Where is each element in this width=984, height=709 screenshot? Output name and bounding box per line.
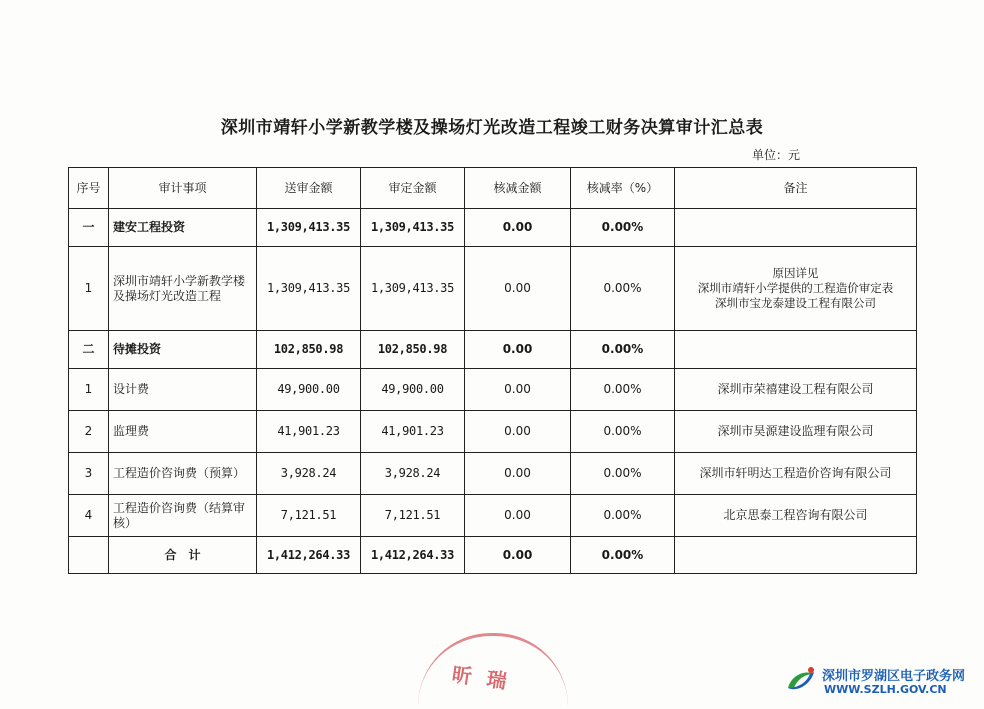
total-no [69,537,109,574]
row-item: 工程造价咨询费（结算审核） [109,495,257,537]
row-approved: 102,850.98 [361,331,465,369]
row-no: 一 [69,209,109,247]
stamp-text: 昕 瑞 [450,661,513,694]
row-reduced: 0.00 [465,453,571,495]
header-cell-rate: 核减率（%） [571,168,675,209]
total-approved: 1,412,264.33 [361,537,465,574]
row-reduced: 0.00 [465,369,571,411]
audit-summary-table [68,167,917,574]
table-row [69,369,917,411]
row-no: 1 [69,369,109,411]
row-note [675,209,917,247]
row-submitted: 1,309,413.35 [257,247,361,331]
watermark-site-name: 深圳市罗湖区电子政务网 [822,669,966,684]
row-note: 深圳市荣禧建设工程有限公司 [675,369,917,411]
row-rate: 0.00% [571,495,675,537]
row-reduced: 0.00 [465,331,571,369]
row-rate: 0.00% [571,331,675,369]
total-reduced: 0.00 [465,537,571,574]
row-submitted: 7,121.51 [257,495,361,537]
unit-label: 单位：元 [752,148,801,162]
row-submitted: 1,309,413.35 [257,209,361,247]
row-item: 深圳市靖轩小学新教学楼及操场灯光改造工程 [109,247,257,331]
row-approved: 7,121.51 [361,495,465,537]
row-item: 建安工程投资 [109,209,257,247]
row-rate: 0.00% [571,411,675,453]
table-row [69,453,917,495]
row-rate: 0.00% [571,453,675,495]
header-cell-item: 审计事项 [109,168,257,209]
row-reduced: 0.00 [465,411,571,453]
row-reduced: 0.00 [465,209,571,247]
watermark-site-url: WWW.SZLH.GOV.CN [824,683,947,696]
table-row [69,209,917,247]
row-rate: 0.00% [571,209,675,247]
row-note [675,331,917,369]
row-reduced: 0.00 [465,495,571,537]
row-approved: 1,309,413.35 [361,209,465,247]
total-rate: 0.00% [571,537,675,574]
total-note [675,537,917,574]
row-note: 原因详见 深圳市靖轩小学提供的工程造价审定表 深圳市宝龙泰建设工程有限公司 [675,247,917,331]
header-cell-submitted: 送审金额 [257,168,361,209]
header-cell-note: 备注 [675,168,917,209]
table-row [69,247,917,331]
table-row [69,331,917,369]
row-approved: 1,309,413.35 [361,247,465,331]
total-label: 合 计 [109,537,257,574]
row-note: 北京思泰工程咨询有限公司 [675,495,917,537]
row-submitted: 49,900.00 [257,369,361,411]
header-cell-reduced: 核减金额 [465,168,571,209]
row-approved: 3,928.24 [361,453,465,495]
header-cell-approved: 审定金额 [361,168,465,209]
row-no: 1 [69,247,109,331]
row-no: 3 [69,453,109,495]
row-rate: 0.00% [571,247,675,331]
table-row [69,495,917,537]
site-watermark-logo [784,660,980,704]
row-item: 待摊投资 [109,331,257,369]
row-item: 监理费 [109,411,257,453]
header-cell-no: 序号 [69,168,109,209]
table-row [69,411,917,453]
row-item: 设计费 [109,369,257,411]
row-reduced: 0.00 [465,247,571,331]
row-submitted: 3,928.24 [257,453,361,495]
row-approved: 41,901.23 [361,411,465,453]
row-rate: 0.00% [571,369,675,411]
row-approved: 49,900.00 [361,369,465,411]
total-row [69,537,917,574]
total-submitted: 1,412,264.33 [257,537,361,574]
row-no: 二 [69,331,109,369]
row-submitted: 41,901.23 [257,411,361,453]
row-item: 工程造价咨询费（预算） [109,453,257,495]
table-header-row [69,168,917,209]
row-note: 深圳市昊源建设监理有限公司 [675,411,917,453]
row-no: 4 [69,495,109,537]
document-title: 深圳市靖轩小学新教学楼及操场灯光改造工程竣工财务决算审计汇总表 [220,118,764,138]
row-note: 深圳市轩明达工程造价咨询有限公司 [675,453,917,495]
row-submitted: 102,850.98 [257,331,361,369]
swirl-logo-icon [784,662,818,698]
row-no: 2 [69,411,109,453]
